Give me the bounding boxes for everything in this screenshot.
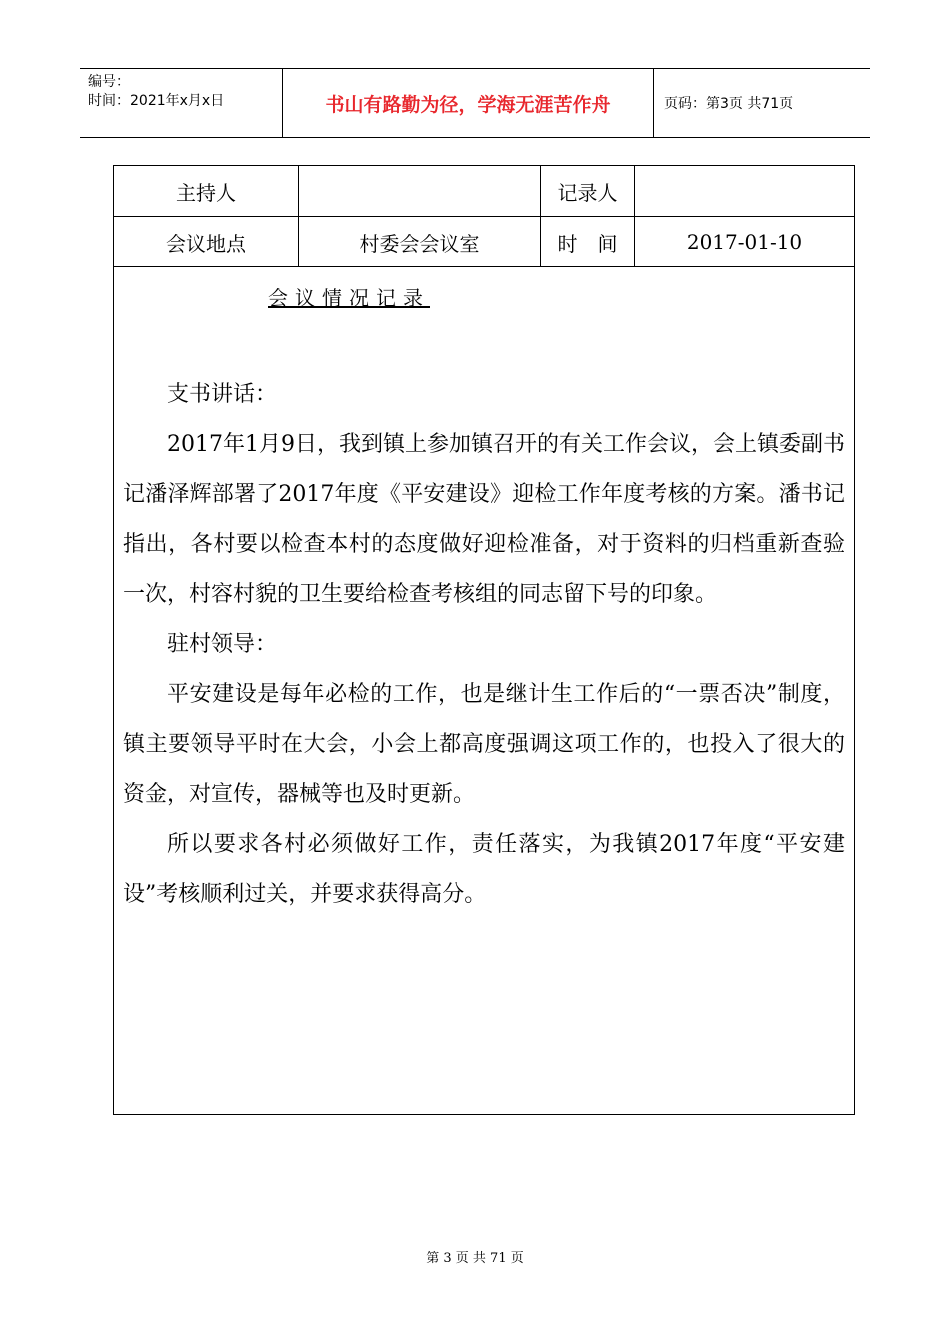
speaker-heading: 驻村领导： — [167, 632, 278, 657]
page-header — [80, 68, 870, 138]
record-paragraph: 所以要求各村必须做好工作，责任落实，为我镇2017年度“平安建设”考核顺利过关，并要求获得高分。 — [123, 832, 845, 907]
date-label: 时间：2021年x月x日 — [88, 93, 225, 109]
header-meta — [88, 73, 224, 111]
speaker-heading: 支书讲话： — [167, 382, 278, 407]
record-paragraph: 平安建设是每年必检的工作，也是继计生工作后的“一票否决”制度，镇主要领导平时在大会，小会上都高度强调这项工作的，也投入了很大的资金，对宣传，器械等也及时更新。 — [123, 682, 845, 807]
host-label: 主持人 — [176, 180, 236, 205]
record-body — [123, 370, 845, 920]
header-divider — [653, 69, 654, 137]
location-value: 村委会会议室 — [359, 231, 480, 256]
record-paragraph: 2017年1月9日，我到镇上参加镇召开的有关工作会议，会上镇委副书记潘泽辉部署了2017年度《平安建设》迎检工作年度考核的方案。潘书记指出，各村要以检查本村的态度做好迎检准备，对于资料的归档重新查验一次，村容村貌的卫生要给检查考核组的同志留下号的印象。 — [123, 432, 845, 607]
host-value — [299, 166, 540, 216]
page-footer: 第 3 页 共 71 页 — [426, 1251, 524, 1266]
time-value: 2017-01-10 — [686, 230, 803, 254]
recorder-label: 记录人 — [557, 180, 618, 205]
location-label: 会议地点 — [166, 231, 246, 256]
time-label: 时 间 — [557, 231, 618, 256]
recorder-value — [635, 166, 854, 216]
record-section-title: 会议情况记录 — [268, 286, 430, 310]
header-motto: 书山有路勤为径，学海无涯苦作舟 — [325, 93, 611, 116]
header-page-info: 页码：第3页 共71页 — [664, 96, 794, 112]
number-label: 编号： — [88, 74, 130, 90]
